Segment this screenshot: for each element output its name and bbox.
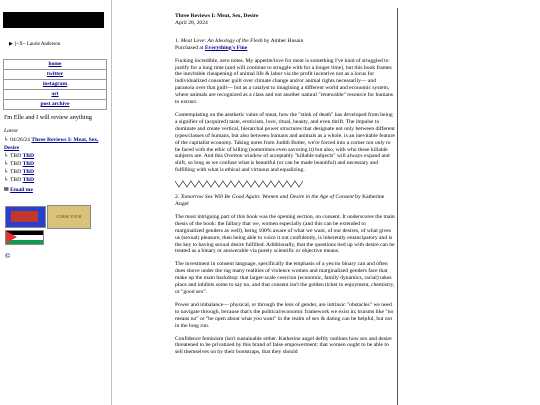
book-title: Meat Love: An Ideology of the Flesh — [180, 37, 263, 44]
latest-link[interactable]: TBD — [22, 177, 35, 183]
section-number: 2. — [175, 194, 180, 201]
sidebar — [0, 0, 112, 405]
latest-link[interactable]: TBD — [22, 161, 35, 167]
paragraph: Contemplating on the aesthetic value of meat, how the "stink of death" has developed from being a signifier of (acquired) taste, eroticism, love, ritual, beauty, and even thrift. The impulse to dominate and create vertical, hierarchal power structures that designate not only between different types/classes of humans, but also between humans and animals as a whole, is an inevitable feature of the capitalist economy. Taking notes from Judith Butler, we're forced into a corner not only to be faced with the ethic of killing (sometimes even savoring it) but also, with who these killable subjects are. And this Overton window of acceptably "killable subjects" will always expand and shift, so long as we confuse what is beautiful (or can be made beautiful) and necessary and fulfilling with what is ethical and virtuous and equalizing. — [175, 111, 395, 174]
latest-date: TBD — [9, 177, 22, 183]
paragraph: The most intriguing part of this book was the opening section, on consent. It underscores the main thesis of the book: the fallacy that we, women especially (and this can be extended to marginalized genders as well), being 100% aware of what we want, of our desires, of what gives us (sexual) pleasure, then being able to voice it out confidently, is inherently emancipatory and is the key to having sexual desire fulfilled. Additionally, that the questions tied up with desire can be treated as a binary or answerable via purely scientific or objective means. — [175, 213, 395, 255]
article-date: April 28, 2024 — [175, 19, 208, 26]
latest-item: ↳ 04/26/24 Three Reviews I: Meat, Sex, Desire — [4, 137, 99, 151]
latest-item: ↳ TBD TBD — [4, 177, 35, 183]
paragraph: Power and imbalance— physical, or through the lens of gender, are intrinsic "obstacles" we need to navigate through, because that's the political/economic framework we exist in; truisms like "no means no" or "be open about what you want" in the realm of sex & dating can be helpful, but not in the long run. — [175, 301, 394, 329]
latest-item: ↳ TBD TBD — [4, 161, 35, 167]
latest-date: 04/26/24 — [10, 137, 30, 143]
paragraph: Fucking incredible, zero notes. My appetite/love for meat is something I've kind of struggled to justify for a long time (and will continue to struggle with for a longer time), but this book frames the inevitable cheapening of animal life & labor via the profit incentive not as a locus for individualized consumer guilt over climate change and/or animal rights necessarily— and paranoia over that guilt— but as a catalyst to imagining a different world and economic system, where animals are recognized as a class and not another natural "renewable" resource for humans to extract. — [175, 57, 393, 106]
nav-twitter[interactable]: twitter — [4, 70, 106, 80]
book-title: Tomorrow Sex Will Be Good Again: Women and Desire in the Age of Consent — [180, 194, 354, 201]
section-number: 1. — [175, 37, 180, 44]
section-2-heading — [175, 194, 396, 208]
book-author: by Amber Husain — [262, 37, 304, 44]
paragraph: The investment in consent language, specifically the emphasis of a yes/no binary can and often does shove under the rug many realities of violence women and marginalized genders face that make up the main backdrop: that larger-scale coercion (economic, family dynamics, racial) takes place and inhibits some to say no, and that consent isn't the golden ticket to enjoyment, chemistry, or "good sex". — [175, 261, 395, 295]
web-badge-blue[interactable] — [5, 206, 46, 228]
latest-date: TBD — [9, 161, 22, 167]
latest-date: TBD — [9, 169, 22, 175]
palestine-flag-icon[interactable] — [5, 230, 44, 245]
web-badge-gold[interactable] — [47, 205, 91, 229]
purchase-prefix: Purchased at — [175, 44, 205, 51]
now-playing-text: [~X~ Laurie Anderson — [14, 42, 61, 47]
article — [175, 13, 396, 362]
nav-post-archive[interactable]: post archive — [40, 101, 70, 107]
article-title: Three Reviews I: Meat, Sex, Desire — [175, 13, 259, 19]
paragraph: Confidence feminism (isn't sustainable either. Katherine angel deftly outlines how sex and desire threatened to be privatized by this brand of false empowerment; that women ought to be able to sell themselves on by their bootstraps, that they should — [175, 335, 392, 356]
nav-art[interactable]: art — [4, 90, 106, 100]
email-link-row — [4, 187, 33, 193]
latest-date: TBD — [9, 153, 22, 159]
section-1-heading — [175, 38, 396, 45]
latest-item: ↳ TBD TBD — [4, 169, 35, 175]
purchase-line — [175, 45, 396, 52]
nav-menu — [3, 59, 107, 110]
purchase-link[interactable]: Everything's Fine — [204, 44, 248, 51]
nav-instagram[interactable]: instagram — [4, 80, 106, 90]
badge-text: CURSE YOUR — [56, 214, 82, 219]
latest-link[interactable]: TBD — [22, 153, 35, 159]
email-icon: ✉ — [4, 187, 9, 193]
copyright-icon[interactable]: © — [5, 252, 11, 260]
latest-link[interactable]: Three Reviews I: Meat, Sex, Desire — [4, 137, 99, 151]
site-logo[interactable] — [3, 12, 104, 28]
book-author: by Katherine Angel — [175, 194, 385, 208]
zigzag-divider — [175, 180, 303, 188]
latest-list — [4, 136, 108, 184]
latest-item: ↳ TBD TBD — [4, 153, 35, 159]
latest-heading: Latest — [4, 128, 18, 134]
latest-link[interactable]: TBD — [22, 169, 35, 175]
content-divider — [397, 8, 398, 405]
now-playing-line — [9, 41, 60, 47]
email-link[interactable]: Email me — [10, 187, 33, 193]
nav-home[interactable]: home — [4, 60, 106, 70]
play-icon: ▶ — [9, 42, 13, 47]
site-tagline: I'm Elle and I will review anything — [4, 114, 92, 121]
badge-graphic — [11, 211, 38, 222]
